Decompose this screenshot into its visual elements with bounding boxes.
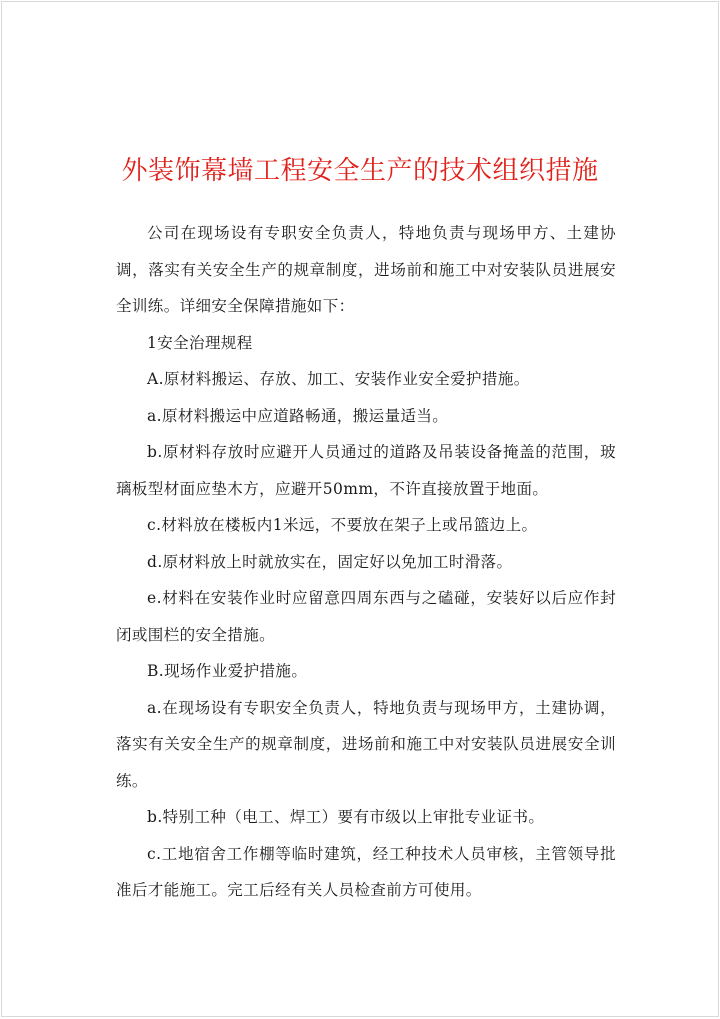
document-page <box>1 1 719 1017</box>
list-item: a.原材料搬运中应道路畅通，搬运量适当。 <box>147 406 449 425</box>
list-item: e.材料在安装作业时应留意四周东西与之磕碰，安装好以后应作封闭或围栏的安全措施。 <box>116 589 616 644</box>
list-item: d.原材料放上时就放实在，固定好以免加工时滑落。 <box>147 552 513 571</box>
paragraph-intro: 公司在现场设有专职安全负责人，特地负责与现场甲方、土建协调，落实有关安全生产的规章制度，进场前和施工中对安装队员进展安全训练。详细安全保障措施如下： <box>116 224 616 315</box>
list-item: b.原材料存放时应避开人员通过的道路及吊装设备掩盖的范围，玻璃板型材面应垫木方，应避开50mm，不许直接放置于地面。 <box>116 443 616 498</box>
list-item: c.工地宿舍工作棚等临时建筑，经工种技术人员审核，主管领导批准后才能施工。完工后经有关人员检查前方可使用。 <box>116 844 616 899</box>
document-body <box>116 215 616 909</box>
subsection-b-heading: B.现场作业爱护措施。 <box>147 662 308 680</box>
list-item: b.特别工种（电工、焊工）要有市级以上审批专业证书。 <box>147 808 545 826</box>
document-title: 外装饰幕墙工程安全生产的技术组织措施 <box>121 156 599 186</box>
list-item: a.在现场设有专职安全负责人，特地负责与现场甲方，土建协调，落实有关安全生产的规章制度，进场前和施工中对安装队员进展安全训练。 <box>116 698 616 790</box>
section-heading: 1安全治理规程 <box>147 333 253 352</box>
list-item: c.材料放在楼板内1米远，不要放在架子上或吊篮边上。 <box>147 516 538 534</box>
subsection-a-heading: A.原材料搬运、存放、加工、安装作业安全爱护措施。 <box>147 370 530 388</box>
